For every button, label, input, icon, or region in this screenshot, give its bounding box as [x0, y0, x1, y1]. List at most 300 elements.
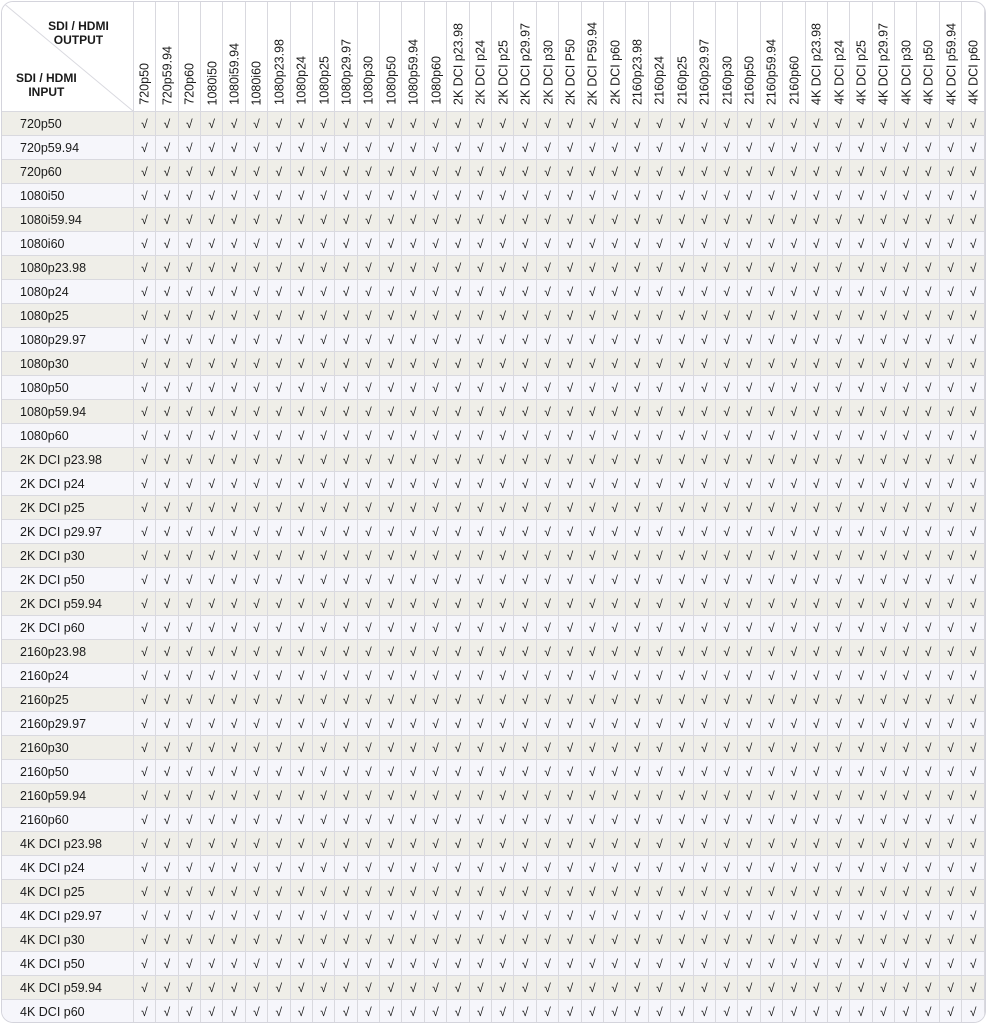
check-mark-cell: √: [133, 496, 155, 520]
check-mark-cell: √: [559, 568, 581, 592]
check-mark-cell: √: [827, 496, 849, 520]
check-mark-cell: √: [492, 232, 514, 256]
check-mark-cell: √: [760, 712, 782, 736]
check-mark-cell: √: [178, 808, 200, 832]
check-mark-cell: √: [178, 520, 200, 544]
check-mark-cell: √: [492, 328, 514, 352]
check-mark-cell: √: [536, 736, 558, 760]
column-header: [805, 2, 827, 112]
table-row: [2, 760, 985, 784]
check-mark-cell: √: [514, 208, 536, 232]
check-mark-cell: √: [671, 376, 693, 400]
check-mark-cell: √: [626, 784, 648, 808]
check-mark-cell: √: [783, 952, 805, 976]
check-mark-cell: √: [917, 616, 939, 640]
check-mark-cell: √: [268, 832, 290, 856]
check-mark-cell: √: [514, 352, 536, 376]
check-mark-cell: √: [223, 328, 245, 352]
check-mark-cell: √: [312, 712, 334, 736]
check-mark-cell: √: [223, 856, 245, 880]
check-mark-cell: √: [514, 808, 536, 832]
check-mark-cell: √: [648, 520, 670, 544]
check-mark-cell: √: [245, 592, 267, 616]
check-mark-cell: √: [715, 712, 737, 736]
check-mark-cell: √: [357, 400, 379, 424]
check-mark-cell: √: [738, 496, 760, 520]
row-header-label: 2160p59.94: [2, 784, 133, 808]
check-mark-cell: √: [447, 256, 469, 280]
check-mark-cell: √: [312, 400, 334, 424]
output-axis-label: [48, 19, 109, 47]
check-mark-cell: √: [514, 304, 536, 328]
check-mark-cell: √: [245, 352, 267, 376]
check-mark-cell: √: [156, 232, 178, 256]
check-mark-cell: √: [760, 784, 782, 808]
check-mark-cell: √: [469, 184, 491, 208]
table-row: [2, 472, 985, 496]
check-mark-cell: √: [268, 352, 290, 376]
check-mark-cell: √: [760, 736, 782, 760]
check-mark-cell: √: [827, 424, 849, 448]
check-mark-cell: √: [962, 832, 985, 856]
check-mark-cell: √: [872, 472, 894, 496]
check-mark-cell: √: [447, 1000, 469, 1024]
check-mark-cell: √: [514, 928, 536, 952]
check-mark-cell: √: [827, 112, 849, 136]
check-mark-cell: √: [783, 472, 805, 496]
check-mark-cell: √: [805, 664, 827, 688]
check-mark-cell: √: [648, 400, 670, 424]
check-mark-cell: √: [581, 424, 603, 448]
check-mark-cell: √: [223, 256, 245, 280]
check-mark-cell: √: [962, 328, 985, 352]
check-mark-cell: √: [245, 136, 267, 160]
check-mark-cell: √: [939, 280, 961, 304]
check-mark-cell: √: [962, 208, 985, 232]
check-mark-cell: √: [312, 904, 334, 928]
table-row: [2, 376, 985, 400]
check-mark-cell: √: [715, 856, 737, 880]
check-mark-cell: √: [156, 904, 178, 928]
check-mark-cell: √: [312, 448, 334, 472]
check-mark-cell: √: [200, 928, 222, 952]
check-mark-cell: √: [581, 904, 603, 928]
check-mark-cell: √: [626, 832, 648, 856]
check-mark-cell: √: [357, 328, 379, 352]
check-mark-cell: √: [850, 880, 872, 904]
check-mark-cell: √: [290, 352, 312, 376]
check-mark-cell: √: [850, 688, 872, 712]
check-mark-cell: √: [268, 280, 290, 304]
check-mark-cell: √: [469, 880, 491, 904]
check-mark-cell: √: [492, 832, 514, 856]
check-mark-cell: √: [850, 808, 872, 832]
check-mark-cell: √: [156, 808, 178, 832]
check-mark-cell: √: [380, 136, 402, 160]
check-mark-cell: √: [603, 928, 625, 952]
column-header: [133, 2, 155, 112]
check-mark-cell: √: [738, 352, 760, 376]
check-mark-cell: √: [514, 160, 536, 184]
check-mark-cell: √: [536, 400, 558, 424]
check-mark-cell: √: [447, 352, 469, 376]
check-mark-cell: √: [626, 520, 648, 544]
check-mark-cell: √: [962, 760, 985, 784]
row-header-label: 720p50: [2, 112, 133, 136]
check-mark-cell: √: [581, 808, 603, 832]
check-mark-cell: √: [648, 664, 670, 688]
check-mark-cell: √: [581, 520, 603, 544]
check-mark-cell: √: [200, 952, 222, 976]
check-mark-cell: √: [514, 880, 536, 904]
check-mark-cell: √: [872, 280, 894, 304]
check-mark-cell: √: [603, 712, 625, 736]
check-mark-cell: √: [380, 616, 402, 640]
check-mark-cell: √: [469, 232, 491, 256]
check-mark-cell: √: [939, 760, 961, 784]
check-mark-cell: √: [469, 640, 491, 664]
column-header: [626, 2, 648, 112]
check-mark-cell: √: [447, 544, 469, 568]
output-label-line1: SDI / HDMI: [48, 19, 109, 33]
check-mark-cell: √: [693, 328, 715, 352]
check-mark-cell: √: [827, 904, 849, 928]
check-mark-cell: √: [335, 184, 357, 208]
check-mark-cell: √: [693, 448, 715, 472]
check-mark-cell: √: [827, 640, 849, 664]
check-mark-cell: √: [536, 904, 558, 928]
check-mark-cell: √: [178, 544, 200, 568]
check-mark-cell: √: [133, 1000, 155, 1024]
check-mark-cell: √: [917, 856, 939, 880]
check-mark-cell: √: [312, 928, 334, 952]
check-mark-cell: √: [671, 448, 693, 472]
check-mark-cell: √: [939, 640, 961, 664]
check-mark-cell: √: [200, 592, 222, 616]
check-mark-cell: √: [805, 856, 827, 880]
column-header-label: 1080i60: [250, 60, 265, 105]
column-header-label: 1080p50: [384, 56, 399, 105]
check-mark-cell: √: [760, 664, 782, 688]
check-mark-cell: √: [380, 976, 402, 1000]
check-mark-cell: √: [805, 448, 827, 472]
check-mark-cell: √: [648, 928, 670, 952]
check-mark-cell: √: [178, 1000, 200, 1024]
check-mark-cell: √: [939, 544, 961, 568]
check-mark-cell: √: [290, 592, 312, 616]
check-mark-cell: √: [156, 592, 178, 616]
check-mark-cell: √: [200, 112, 222, 136]
column-header-label: 4K DCI p60: [966, 40, 981, 105]
check-mark-cell: √: [805, 904, 827, 928]
check-mark-cell: √: [783, 712, 805, 736]
check-mark-cell: √: [335, 616, 357, 640]
check-mark-cell: √: [939, 328, 961, 352]
row-header-label: 720p59.94: [2, 136, 133, 160]
check-mark-cell: √: [939, 520, 961, 544]
check-mark-cell: √: [133, 904, 155, 928]
check-mark-cell: √: [581, 472, 603, 496]
check-mark-cell: √: [223, 280, 245, 304]
check-mark-cell: √: [693, 400, 715, 424]
check-mark-cell: √: [290, 136, 312, 160]
check-mark-cell: √: [559, 784, 581, 808]
check-mark-cell: √: [626, 544, 648, 568]
check-mark-cell: √: [850, 280, 872, 304]
check-mark-cell: √: [492, 880, 514, 904]
check-mark-cell: √: [648, 808, 670, 832]
check-mark-cell: √: [827, 784, 849, 808]
check-mark-cell: √: [156, 472, 178, 496]
check-mark-cell: √: [424, 400, 446, 424]
check-mark-cell: √: [895, 976, 917, 1000]
check-mark-cell: √: [805, 256, 827, 280]
check-mark-cell: √: [424, 1000, 446, 1024]
check-mark-cell: √: [648, 976, 670, 1000]
check-mark-cell: √: [648, 448, 670, 472]
check-mark-cell: √: [603, 736, 625, 760]
check-mark-cell: √: [626, 160, 648, 184]
check-mark-cell: √: [447, 136, 469, 160]
check-mark-cell: √: [424, 208, 446, 232]
check-mark-cell: √: [514, 616, 536, 640]
check-mark-cell: √: [559, 976, 581, 1000]
check-mark-cell: √: [872, 712, 894, 736]
check-mark-cell: √: [156, 400, 178, 424]
input-axis-label: [16, 71, 77, 99]
check-mark-cell: √: [514, 376, 536, 400]
check-mark-cell: √: [827, 1000, 849, 1024]
check-mark-cell: √: [380, 112, 402, 136]
check-mark-cell: √: [962, 712, 985, 736]
check-mark-cell: √: [178, 256, 200, 280]
check-mark-cell: √: [133, 544, 155, 568]
check-mark-cell: √: [715, 280, 737, 304]
check-mark-cell: √: [715, 1000, 737, 1024]
check-mark-cell: √: [850, 184, 872, 208]
check-mark-cell: √: [827, 616, 849, 640]
check-mark-cell: √: [447, 880, 469, 904]
check-mark-cell: √: [536, 208, 558, 232]
check-mark-cell: √: [872, 976, 894, 1000]
check-mark-cell: √: [492, 904, 514, 928]
check-mark-cell: √: [380, 352, 402, 376]
check-mark-cell: √: [290, 496, 312, 520]
check-mark-cell: √: [895, 544, 917, 568]
check-mark-cell: √: [962, 640, 985, 664]
check-mark-cell: √: [469, 496, 491, 520]
check-mark-cell: √: [268, 208, 290, 232]
check-mark-cell: √: [312, 160, 334, 184]
column-header: [962, 2, 985, 112]
check-mark-cell: √: [648, 112, 670, 136]
check-mark-cell: √: [245, 808, 267, 832]
check-mark-cell: √: [290, 760, 312, 784]
check-mark-cell: √: [357, 736, 379, 760]
check-mark-cell: √: [827, 208, 849, 232]
column-header: [492, 2, 514, 112]
check-mark-cell: √: [290, 688, 312, 712]
check-mark-cell: √: [357, 256, 379, 280]
check-mark-cell: √: [312, 856, 334, 880]
check-mark-cell: √: [357, 832, 379, 856]
check-mark-cell: √: [380, 664, 402, 688]
check-mark-cell: √: [514, 184, 536, 208]
check-mark-cell: √: [872, 904, 894, 928]
column-header: [783, 2, 805, 112]
check-mark-cell: √: [783, 688, 805, 712]
check-mark-cell: √: [917, 256, 939, 280]
check-mark-cell: √: [559, 184, 581, 208]
check-mark-cell: √: [648, 424, 670, 448]
check-mark-cell: √: [872, 736, 894, 760]
check-mark-cell: √: [895, 808, 917, 832]
check-mark-cell: √: [492, 208, 514, 232]
check-mark-cell: √: [357, 544, 379, 568]
check-mark-cell: √: [536, 976, 558, 1000]
check-mark-cell: √: [783, 400, 805, 424]
check-mark-cell: √: [939, 976, 961, 1000]
check-mark-cell: √: [335, 136, 357, 160]
check-mark-cell: √: [536, 760, 558, 784]
check-mark-cell: √: [424, 904, 446, 928]
check-mark-cell: √: [536, 472, 558, 496]
check-mark-cell: √: [312, 376, 334, 400]
column-header: [715, 2, 737, 112]
check-mark-cell: √: [156, 712, 178, 736]
check-mark-cell: √: [156, 520, 178, 544]
check-mark-cell: √: [939, 472, 961, 496]
check-mark-cell: √: [783, 112, 805, 136]
check-mark-cell: √: [693, 688, 715, 712]
check-mark-cell: √: [895, 112, 917, 136]
check-mark-cell: √: [760, 184, 782, 208]
check-mark-cell: √: [133, 112, 155, 136]
check-mark-cell: √: [760, 760, 782, 784]
check-mark-cell: √: [962, 616, 985, 640]
table-row: [2, 1000, 985, 1024]
column-header: [424, 2, 446, 112]
check-mark-cell: √: [469, 376, 491, 400]
check-mark-cell: √: [200, 976, 222, 1000]
check-mark-cell: √: [626, 304, 648, 328]
check-mark-cell: √: [402, 1000, 424, 1024]
check-mark-cell: √: [603, 664, 625, 688]
check-mark-cell: √: [200, 376, 222, 400]
table-row: [2, 784, 985, 808]
column-header: [939, 2, 961, 112]
check-mark-cell: √: [492, 568, 514, 592]
check-mark-cell: √: [447, 328, 469, 352]
check-mark-cell: √: [872, 1000, 894, 1024]
check-mark-cell: √: [917, 376, 939, 400]
check-mark-cell: √: [402, 976, 424, 1000]
check-mark-cell: √: [895, 184, 917, 208]
check-mark-cell: √: [268, 496, 290, 520]
check-mark-cell: √: [895, 328, 917, 352]
check-mark-cell: √: [581, 328, 603, 352]
check-mark-cell: √: [917, 976, 939, 1000]
check-mark-cell: √: [133, 328, 155, 352]
check-mark-cell: √: [514, 520, 536, 544]
column-header-label: 1080p25: [317, 56, 332, 105]
check-mark-cell: √: [648, 184, 670, 208]
check-mark-cell: √: [245, 568, 267, 592]
check-mark-cell: √: [268, 784, 290, 808]
check-mark-cell: √: [447, 784, 469, 808]
check-mark-cell: √: [424, 232, 446, 256]
check-mark-cell: √: [962, 280, 985, 304]
check-mark-cell: √: [872, 376, 894, 400]
check-mark-cell: √: [156, 832, 178, 856]
check-mark-cell: √: [603, 304, 625, 328]
check-mark-cell: √: [872, 328, 894, 352]
check-mark-cell: √: [783, 304, 805, 328]
check-mark-cell: √: [536, 616, 558, 640]
check-mark-cell: √: [827, 712, 849, 736]
check-mark-cell: √: [939, 808, 961, 832]
check-mark-cell: √: [357, 664, 379, 688]
check-mark-cell: √: [603, 280, 625, 304]
check-mark-cell: √: [872, 304, 894, 328]
check-mark-cell: √: [469, 832, 491, 856]
check-mark-cell: √: [559, 328, 581, 352]
check-mark-cell: √: [245, 688, 267, 712]
check-mark-cell: √: [693, 880, 715, 904]
check-mark-cell: √: [895, 688, 917, 712]
column-header-label: 1080p23.98: [272, 38, 287, 105]
column-header: [559, 2, 581, 112]
check-mark-cell: √: [917, 832, 939, 856]
check-mark-cell: √: [962, 664, 985, 688]
check-mark-cell: √: [648, 328, 670, 352]
check-mark-cell: √: [514, 952, 536, 976]
check-mark-cell: √: [200, 280, 222, 304]
check-mark-cell: √: [402, 472, 424, 496]
check-mark-cell: √: [133, 448, 155, 472]
check-mark-cell: √: [827, 592, 849, 616]
check-mark-cell: √: [223, 904, 245, 928]
check-mark-cell: √: [245, 712, 267, 736]
check-mark-cell: √: [335, 688, 357, 712]
check-mark-cell: √: [223, 112, 245, 136]
column-header-label: 2160p23.98: [630, 38, 645, 105]
check-mark-cell: √: [424, 544, 446, 568]
check-mark-cell: √: [917, 472, 939, 496]
check-mark-cell: √: [290, 160, 312, 184]
check-mark-cell: √: [827, 856, 849, 880]
check-mark-cell: √: [290, 448, 312, 472]
check-mark-cell: √: [738, 976, 760, 1000]
column-header-label: 720p59.94: [160, 45, 175, 105]
check-mark-cell: √: [805, 568, 827, 592]
check-mark-cell: √: [671, 136, 693, 160]
check-mark-cell: √: [178, 664, 200, 688]
check-mark-cell: √: [671, 472, 693, 496]
check-mark-cell: √: [335, 424, 357, 448]
check-mark-cell: √: [380, 448, 402, 472]
check-mark-cell: √: [402, 760, 424, 784]
check-mark-cell: √: [648, 688, 670, 712]
check-mark-cell: √: [648, 904, 670, 928]
check-mark-cell: √: [827, 520, 849, 544]
check-mark-cell: √: [268, 424, 290, 448]
check-mark-cell: √: [581, 760, 603, 784]
check-mark-cell: √: [559, 520, 581, 544]
check-mark-cell: √: [402, 112, 424, 136]
check-mark-cell: √: [200, 760, 222, 784]
check-mark-cell: √: [178, 832, 200, 856]
